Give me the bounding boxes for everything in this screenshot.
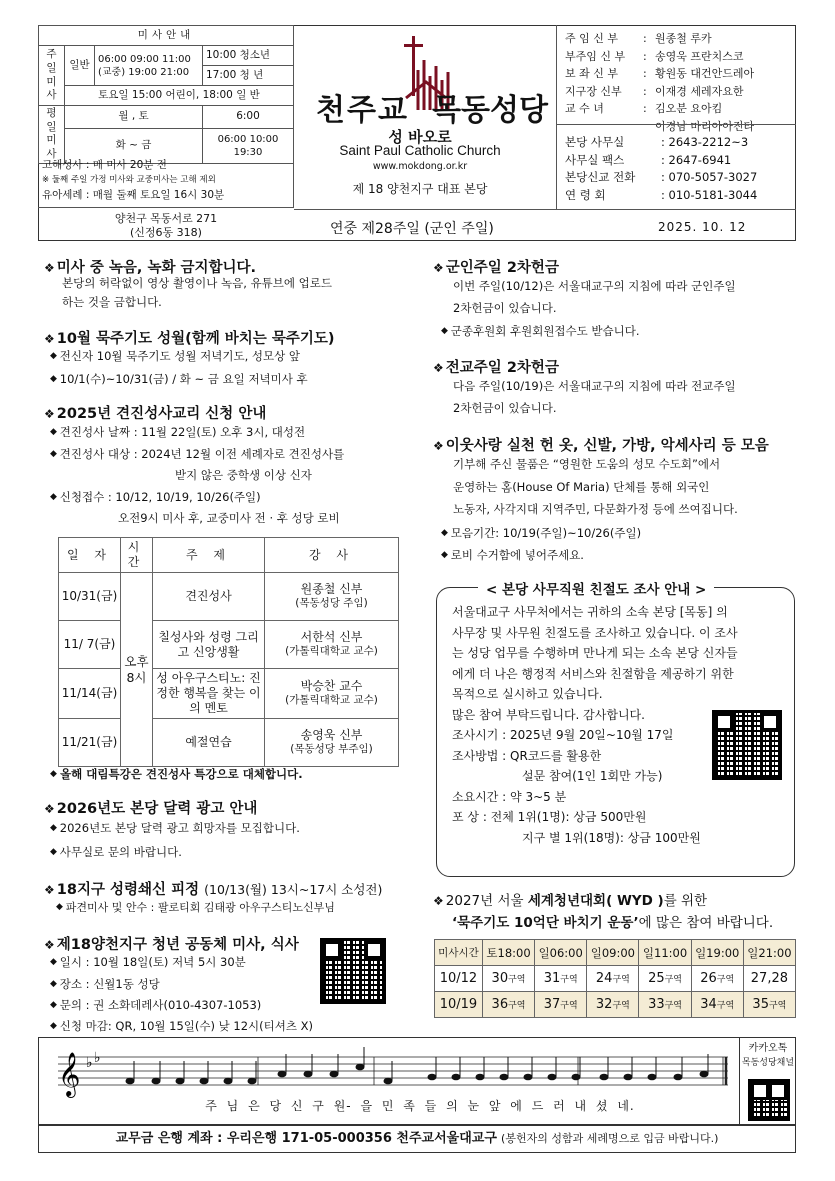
contact-colon: : [661, 187, 669, 202]
r1-body-2: 2차헌금이 있습니다. [453, 301, 557, 315]
confession-note: ※ 둘째 주일 가정 미사와 교중미사는 고해 제외 [42, 175, 216, 185]
district-unit: 구역 [768, 1001, 787, 1011]
mass-cell [535, 992, 587, 1018]
wyd-line-1: ❖ 2027년 서울 세계청년대회( WYD )를 위한 [433, 893, 708, 909]
district-number: 25 [648, 971, 665, 986]
sunday-youth-1: 10:00 청소년 [203, 46, 294, 66]
district-unit: 구역 [664, 1001, 682, 1011]
infant-baptism: 유아세례 : 매월 둘째 토요일 16시 30분 [42, 189, 225, 201]
weekday-row1-days: 월 , 토 [65, 106, 203, 129]
staff-colon: : [643, 32, 647, 45]
mass-schedule-title: 미사안내 [39, 26, 294, 46]
s5-bullet-1: ◆ 파견미사 및 안수 : 팔로티회 김태광 아우구스티노신부님 [56, 901, 335, 914]
diamond-icon: ❖ [44, 261, 55, 275]
district-number: 30 [491, 971, 509, 986]
notice-line: 조사시기 : 2025년 9월 20일~10월 17일 [452, 728, 674, 742]
notice-line: 설문 참여(1인 1회만 가능) [522, 769, 663, 783]
music-note [152, 1078, 161, 1085]
staff-row [565, 118, 754, 136]
district-number: 24 [595, 971, 613, 986]
mass-cell [639, 992, 691, 1018]
r1-title: ❖ 군인주일 2차헌금 [433, 260, 559, 276]
wyd-line-2: ‘묵주기도 10억단 바치기 운동’에 많은 참여 바랍니다. [452, 915, 774, 931]
mass-cell [587, 966, 639, 992]
speaker-org: (목동성당 부주임) [290, 743, 373, 756]
mass-cell [743, 992, 795, 1018]
district-unit: 구역 [560, 1001, 578, 1011]
rosary-mass-table [434, 939, 796, 1018]
s1-title: ❖ 미사 중 녹음, 녹화 금지합니다. [44, 260, 257, 276]
speaker-name: 원종철 신부 [300, 582, 363, 597]
liturgy-title: 연중 제28주일 (군인 주일) [330, 221, 494, 237]
contact-label: 연 령 회 [565, 187, 606, 202]
contact-value: 2647-6941 [668, 152, 732, 167]
district-number: 33 [648, 997, 665, 1012]
district-unit: 구역 [612, 975, 630, 985]
parish-name-1: 천주교 [316, 93, 409, 128]
sunday-youth-2: 17:00 청 년 [203, 66, 294, 86]
notice-line: 포 상 : 전체 1위(1명): 상금 500만원 [452, 810, 647, 824]
mass-row [435, 992, 796, 1018]
district-number: 34 [700, 997, 717, 1012]
s3-bullet-2-cont: 받지 않은 중학생 이상 신자 [175, 468, 312, 482]
contact-row [565, 152, 757, 170]
contact-row [565, 187, 757, 205]
notice-line: 서울대교구 사무처에서는 귀하의 소속 본당 [목동] 의 [452, 605, 728, 619]
s2-bullet-1: ◆ 전신자 10월 묵주기도 성월 저녁기도, 성모상 앞 [50, 350, 300, 364]
r2-title: ❖ 전교주일 2차헌금 [433, 360, 559, 376]
mass-date: 10/12 [435, 966, 483, 992]
table-header: 주 제 [153, 538, 265, 573]
mass-date: 10/19 [435, 992, 483, 1018]
district-number: 27,28 [750, 971, 788, 986]
contact-row [565, 134, 757, 152]
s4-bullet-1: ◆ 2026년도 본당 달력 광고 희망자를 모집합니다. [50, 822, 300, 836]
mass-header: 토18:00 [482, 940, 534, 966]
r2-body-1: 다음 주일(10/19)은 서울대교구의 지침에 따라 전교주일 [453, 379, 736, 393]
s6-bullet-1: ◆ 일시 : 10월 18일(토) 저녁 5시 30분 [50, 956, 246, 970]
staff-role: 보 좌 신 부 [565, 67, 618, 80]
speaker-name: 서한석 신부 [300, 630, 363, 645]
mass-cell [535, 966, 587, 992]
table-topic: 견진성사 [153, 573, 265, 621]
district-unit: 구역 [716, 1001, 735, 1011]
contact-list [565, 134, 757, 204]
mass-row [435, 966, 796, 992]
address-line-1: 양천구 목동서로 271 [114, 212, 218, 225]
district: 제 18 양천지구 대표 본당 [352, 182, 488, 196]
staff-role: 부주임 신 부 [565, 49, 626, 63]
table-row [59, 719, 399, 767]
notice-line: 조사방법 : QR코드를 활용한 [452, 748, 602, 763]
mass-cell [691, 992, 743, 1018]
r3-title: ❖ 이웃사랑 실천 헌 옷, 신발, 가방, 악세사리 등 모음 [433, 438, 769, 454]
diamond-icon: ❖ [44, 938, 55, 952]
music-note [524, 1074, 533, 1081]
speaker-org: (가톨릭대학교 교수) [285, 645, 378, 658]
speaker-org: (가톨릭대학교 교수) [285, 694, 378, 707]
diamond-icon: ❖ [44, 802, 55, 816]
address [38, 212, 294, 240]
confirmation-schedule-table [58, 537, 399, 767]
patron-en: Saint Paul Catholic Church [339, 143, 501, 158]
s6-bullet-3: ◆ 문의 : 권 소화데레사(010-4307-1053) [50, 999, 261, 1013]
mass-cell [482, 966, 534, 992]
sunday-label: 주일 미사 [39, 46, 65, 106]
notice-line: 사무장 및 사무원 친절도를 조사하고 있습니다. 이 조사 [452, 625, 738, 640]
music-note [572, 1074, 581, 1081]
diamond-icon: ❖ [433, 261, 444, 275]
staff-row [565, 65, 754, 83]
title-divider [294, 209, 796, 210]
s6-bullet-4: ◆ 신청 마감: QR, 10월 15일(수) 낮 12시(티셔츠 X) [50, 1020, 313, 1034]
sunday-weekday-label: 일반 [65, 46, 95, 86]
parish-name-2: 목동성당 [432, 93, 548, 128]
s6-title: ❖ 제18양천지구 청년 공동체 미사, 식사 [44, 937, 299, 953]
mass-header: 미사시간 [435, 940, 483, 966]
contact-value: 070-5057-3027 [668, 170, 758, 184]
district-unit: 구역 [716, 975, 735, 985]
staff-name: 이재경 세레자요한 [655, 84, 744, 98]
address-line-2: (신정6동 318) [130, 226, 202, 239]
table-row [59, 669, 399, 719]
staff-row [565, 83, 754, 101]
mass-header: 일21:00 [743, 940, 795, 966]
music-note [126, 1078, 135, 1085]
notice-body [452, 602, 738, 848]
music-note [330, 1071, 339, 1078]
diamond-icon: ❖ [433, 894, 444, 908]
mass-header: 일19:00 [691, 940, 743, 966]
district-number: 35 [752, 997, 769, 1012]
notice-line: 는 성당 업무를 수행하며 만나게 되는 소속 본당 신자들 [452, 646, 738, 660]
table-row [59, 621, 399, 669]
table-header: 시간 [121, 538, 153, 573]
mass-header: 일11:00 [639, 940, 691, 966]
table-time: 오후 8시 [121, 573, 153, 767]
table-header: 강 사 [265, 538, 399, 573]
district-number: 36 [491, 997, 509, 1012]
staff-list [565, 30, 754, 135]
staff-name: 송영욱 프란치스코 [655, 49, 744, 63]
footer-account: 교무금 은행 계좌 : 우리은행 171-05-000356 천주교서울대교구 (봉헌자의 성함과 세례명으로 입금 바랍니다.) [38, 1125, 796, 1153]
staff-colon: : [643, 102, 647, 115]
r1-body-1: 이번 주일(10/12)은 서울대교구의 지침에 따라 군인주일 [453, 279, 736, 293]
weekday-row2-time: 06:00 10:00 19:30 [203, 129, 294, 163]
music-note [548, 1074, 557, 1081]
staff-name: 이경남 마리아아진타 [655, 119, 755, 133]
website: www.mokdong.or.kr [372, 161, 468, 172]
contact-value: 010-5181-3044 [668, 187, 758, 202]
music-note [224, 1078, 233, 1085]
s3-bullet-3: ◆ 신청접수 : 10/12, 10/19, 10/26(주일) [50, 491, 261, 505]
s3-note: ◆ 올해 대림특강은 견진성사 특강으로 대체합니다. [50, 768, 303, 782]
district-unit: 구역 [612, 1001, 630, 1011]
mass-cell [691, 966, 743, 992]
contact-label: 사무실 팩스 [565, 152, 625, 167]
s4-title: ❖ 2026년도 본당 달력 광고 안내 [44, 801, 258, 817]
staff-role: 주 임 신 부 [565, 32, 618, 45]
kakao-label: 카카오톡 목동성당채널 [741, 1043, 795, 1068]
survey-qr-code-icon[interactable] [712, 710, 782, 780]
table-date: 10/31(금) [59, 573, 121, 621]
confession-text: 고해성사 : 매 미사 20분 전 [42, 159, 167, 171]
kakao-qr-code-icon[interactable] [748, 1079, 790, 1121]
bulletin-date: 2025. 10. 12 [658, 220, 747, 234]
svg-text:♭: ♭ [86, 1055, 93, 1071]
district-number: 32 [595, 997, 613, 1012]
notice-line: 에게 더 나은 행정적 서비스와 친절함을 제공하기 위한 [452, 666, 734, 681]
music-note [624, 1074, 633, 1081]
weekday-label: 평일 미사 [39, 106, 65, 164]
district-unit: 구역 [560, 975, 578, 985]
diamond-icon: ❖ [433, 439, 444, 453]
saturday-line: 토요일 15:00 어린이, 18:00 일 반 [65, 86, 294, 106]
music-note [384, 1078, 393, 1085]
speaker-name: 박승찬 교수 [300, 679, 363, 694]
table-speaker [265, 719, 399, 767]
district-unit: 구역 [664, 975, 682, 985]
staff-colon: : [643, 49, 647, 63]
music-note [248, 1078, 257, 1085]
music-note [200, 1078, 209, 1085]
staff-name: 황원동 대건안드레아 [655, 67, 755, 80]
weekday-row2-days: 화 ~ 금 [65, 129, 203, 163]
s3-bullet-3-cont: 오전9시 미사 후, 교중미사 전 · 후 성당 로비 [118, 511, 340, 525]
staff-name: 김오분 요아킴 [655, 102, 723, 115]
mass-header: 일06:00 [535, 940, 587, 966]
contact-row [565, 169, 757, 187]
confession-box [38, 154, 294, 208]
diamond-icon: ❖ [44, 407, 55, 421]
staff-role: 교 수 녀 [565, 102, 604, 115]
r3-bullet-2: ◆ 로비 수거함에 넣어주세요. [441, 549, 584, 563]
notice-title: < 본당 사무직원 친절도 조사 안내 > [478, 578, 714, 598]
r3-bullet-1: ◆ 모음기간: 10/19(주일)~10/26(주일) [441, 527, 641, 541]
table-speaker [265, 669, 399, 719]
table-date: 11/21(금) [59, 719, 121, 767]
music-note [500, 1074, 509, 1081]
mass-cell [639, 966, 691, 992]
table-date: 11/ 7(금) [59, 621, 121, 669]
weekday-row1-time: 6:00 [203, 106, 294, 129]
staff-row [565, 100, 754, 118]
contact-label: 본당 사무실 [565, 135, 625, 149]
notice-line: 목적으로 실시하고 있습니다. [452, 687, 603, 701]
staff-divider [556, 124, 796, 125]
s1-body-1: 본당의 허락없이 영상 촬영이나 녹음, 유튜브에 업로드 [62, 276, 332, 290]
music-note [304, 1071, 313, 1078]
notice-line: 많은 참여 부탁드립니다. 감사합니다. [452, 707, 645, 722]
mass-header: 일09:00 [587, 940, 639, 966]
table-topic: 성 아우구스티노: 진정한 행복을 찾는 이의 멘토 [153, 669, 265, 719]
table-speaker [265, 621, 399, 669]
svg-text:♭: ♭ [94, 1050, 101, 1066]
staff-name: 원종철 루카 [655, 32, 712, 45]
staff-colon: : [643, 67, 647, 80]
music-note [452, 1074, 461, 1081]
music-note [600, 1074, 609, 1081]
diamond-icon: ❖ [44, 883, 55, 897]
speaker-org: (목동성당 주임) [295, 597, 368, 610]
contact-colon: : [661, 170, 669, 184]
contact-colon: : [661, 152, 669, 167]
table-header: 일 자 [59, 538, 121, 573]
contact-colon: : [661, 135, 669, 149]
patron-kr: 성 바오로 [388, 128, 452, 146]
contact-value: 2643-2212~3 [668, 135, 749, 149]
s2-bullet-2: ◆ 10/1(수)~10/31(금) / 화 ~ 금 요일 저녁미사 후 [50, 373, 308, 387]
district-number: 26 [700, 971, 717, 986]
district-unit: 구역 [508, 1001, 526, 1011]
svg-text:𝄞: 𝄞 [58, 1052, 81, 1096]
music-note [428, 1074, 437, 1081]
mass-schedule-table [38, 25, 294, 164]
table-topic: 예절연습 [153, 719, 265, 767]
music-note [674, 1074, 683, 1081]
staff-role: 지구장 신부 [565, 84, 622, 98]
table-topic: 칠성사와 성령 그리고 신앙생활 [153, 621, 265, 669]
notice-line: 지구 별 1위(18명): 상금 100만원 [522, 830, 701, 845]
music-note [700, 1071, 709, 1078]
table-speaker [265, 573, 399, 621]
s1-body-2: 하는 것을 금합니다. [62, 295, 162, 309]
diamond-icon: ❖ [44, 332, 55, 346]
table-row [59, 573, 399, 621]
mass-cell [743, 966, 795, 992]
speaker-name: 송영욱 신부 [300, 728, 363, 743]
district-number: 37 [543, 997, 561, 1012]
r3-body-3: 노동자, 사각지대 지역주민, 다문화가정 등에 쓰여집니다. [453, 502, 738, 516]
r3-body-2: 운영하는 홈(House Of Maria) 단체를 통해 외국인 [453, 480, 710, 494]
music-note [176, 1078, 185, 1085]
r1-bullet-1: ◆ 군종후원회 후원회원접수도 받습니다. [441, 325, 640, 339]
sunday-times: 06:00 09:00 11:00 (교중) 19:00 21:00 [95, 46, 203, 86]
s3-title: ❖ 2025년 견진성사교리 신청 안내 [44, 406, 267, 422]
district-unit: 구역 [508, 975, 526, 985]
music-lyrics: 주 님 은 당 신 구 원- 을 민 족 들 의 눈 앞 에 드 러 내 셨 네. [205, 1099, 635, 1113]
music-note [648, 1074, 657, 1081]
s4-bullet-2: ◆ 사무실로 문의 바랍니다. [50, 846, 182, 860]
district-number: 31 [543, 971, 561, 986]
s3-bullet-2: ◆ 견진성사 대상 : 2024년 12월 이전 세례자로 견진성사를 [50, 448, 344, 462]
staff-row [565, 48, 754, 66]
s2-title: ❖ 10월 묵주기도 성월(함께 바치는 묵주기도) [44, 331, 335, 347]
mass-cell [587, 992, 639, 1018]
s6-bullet-2: ◆ 장소 : 신월1동 성당 [50, 978, 160, 992]
r3-body-1: 기부해 주신 물품은 “영원한 도움의 성모 수도회”에서 [453, 457, 721, 471]
mass-cell [482, 992, 534, 1018]
music-note [278, 1071, 287, 1078]
s3-bullet-1: ◆ 견진성사 날짜 : 11월 22일(토) 오후 3시, 대성전 [50, 426, 305, 440]
staff-row [565, 30, 754, 48]
table-date: 11/14(금) [59, 669, 121, 719]
s5-title: ❖ 18지구 성령쇄신 피정 (10/13(월) 13시~17시 소성전) [44, 882, 383, 898]
youth-qr-code-icon[interactable] [320, 938, 386, 1004]
contact-label: 본당신교 전화 [565, 170, 636, 184]
music-note [356, 1064, 365, 1071]
staff-colon: : [643, 84, 647, 98]
r2-body-2: 2차헌금이 있습니다. [453, 401, 557, 415]
notice-line: 소요시간 : 약 3~5 분 [452, 789, 567, 804]
diamond-icon: ❖ [433, 361, 444, 375]
music-note [476, 1074, 485, 1081]
